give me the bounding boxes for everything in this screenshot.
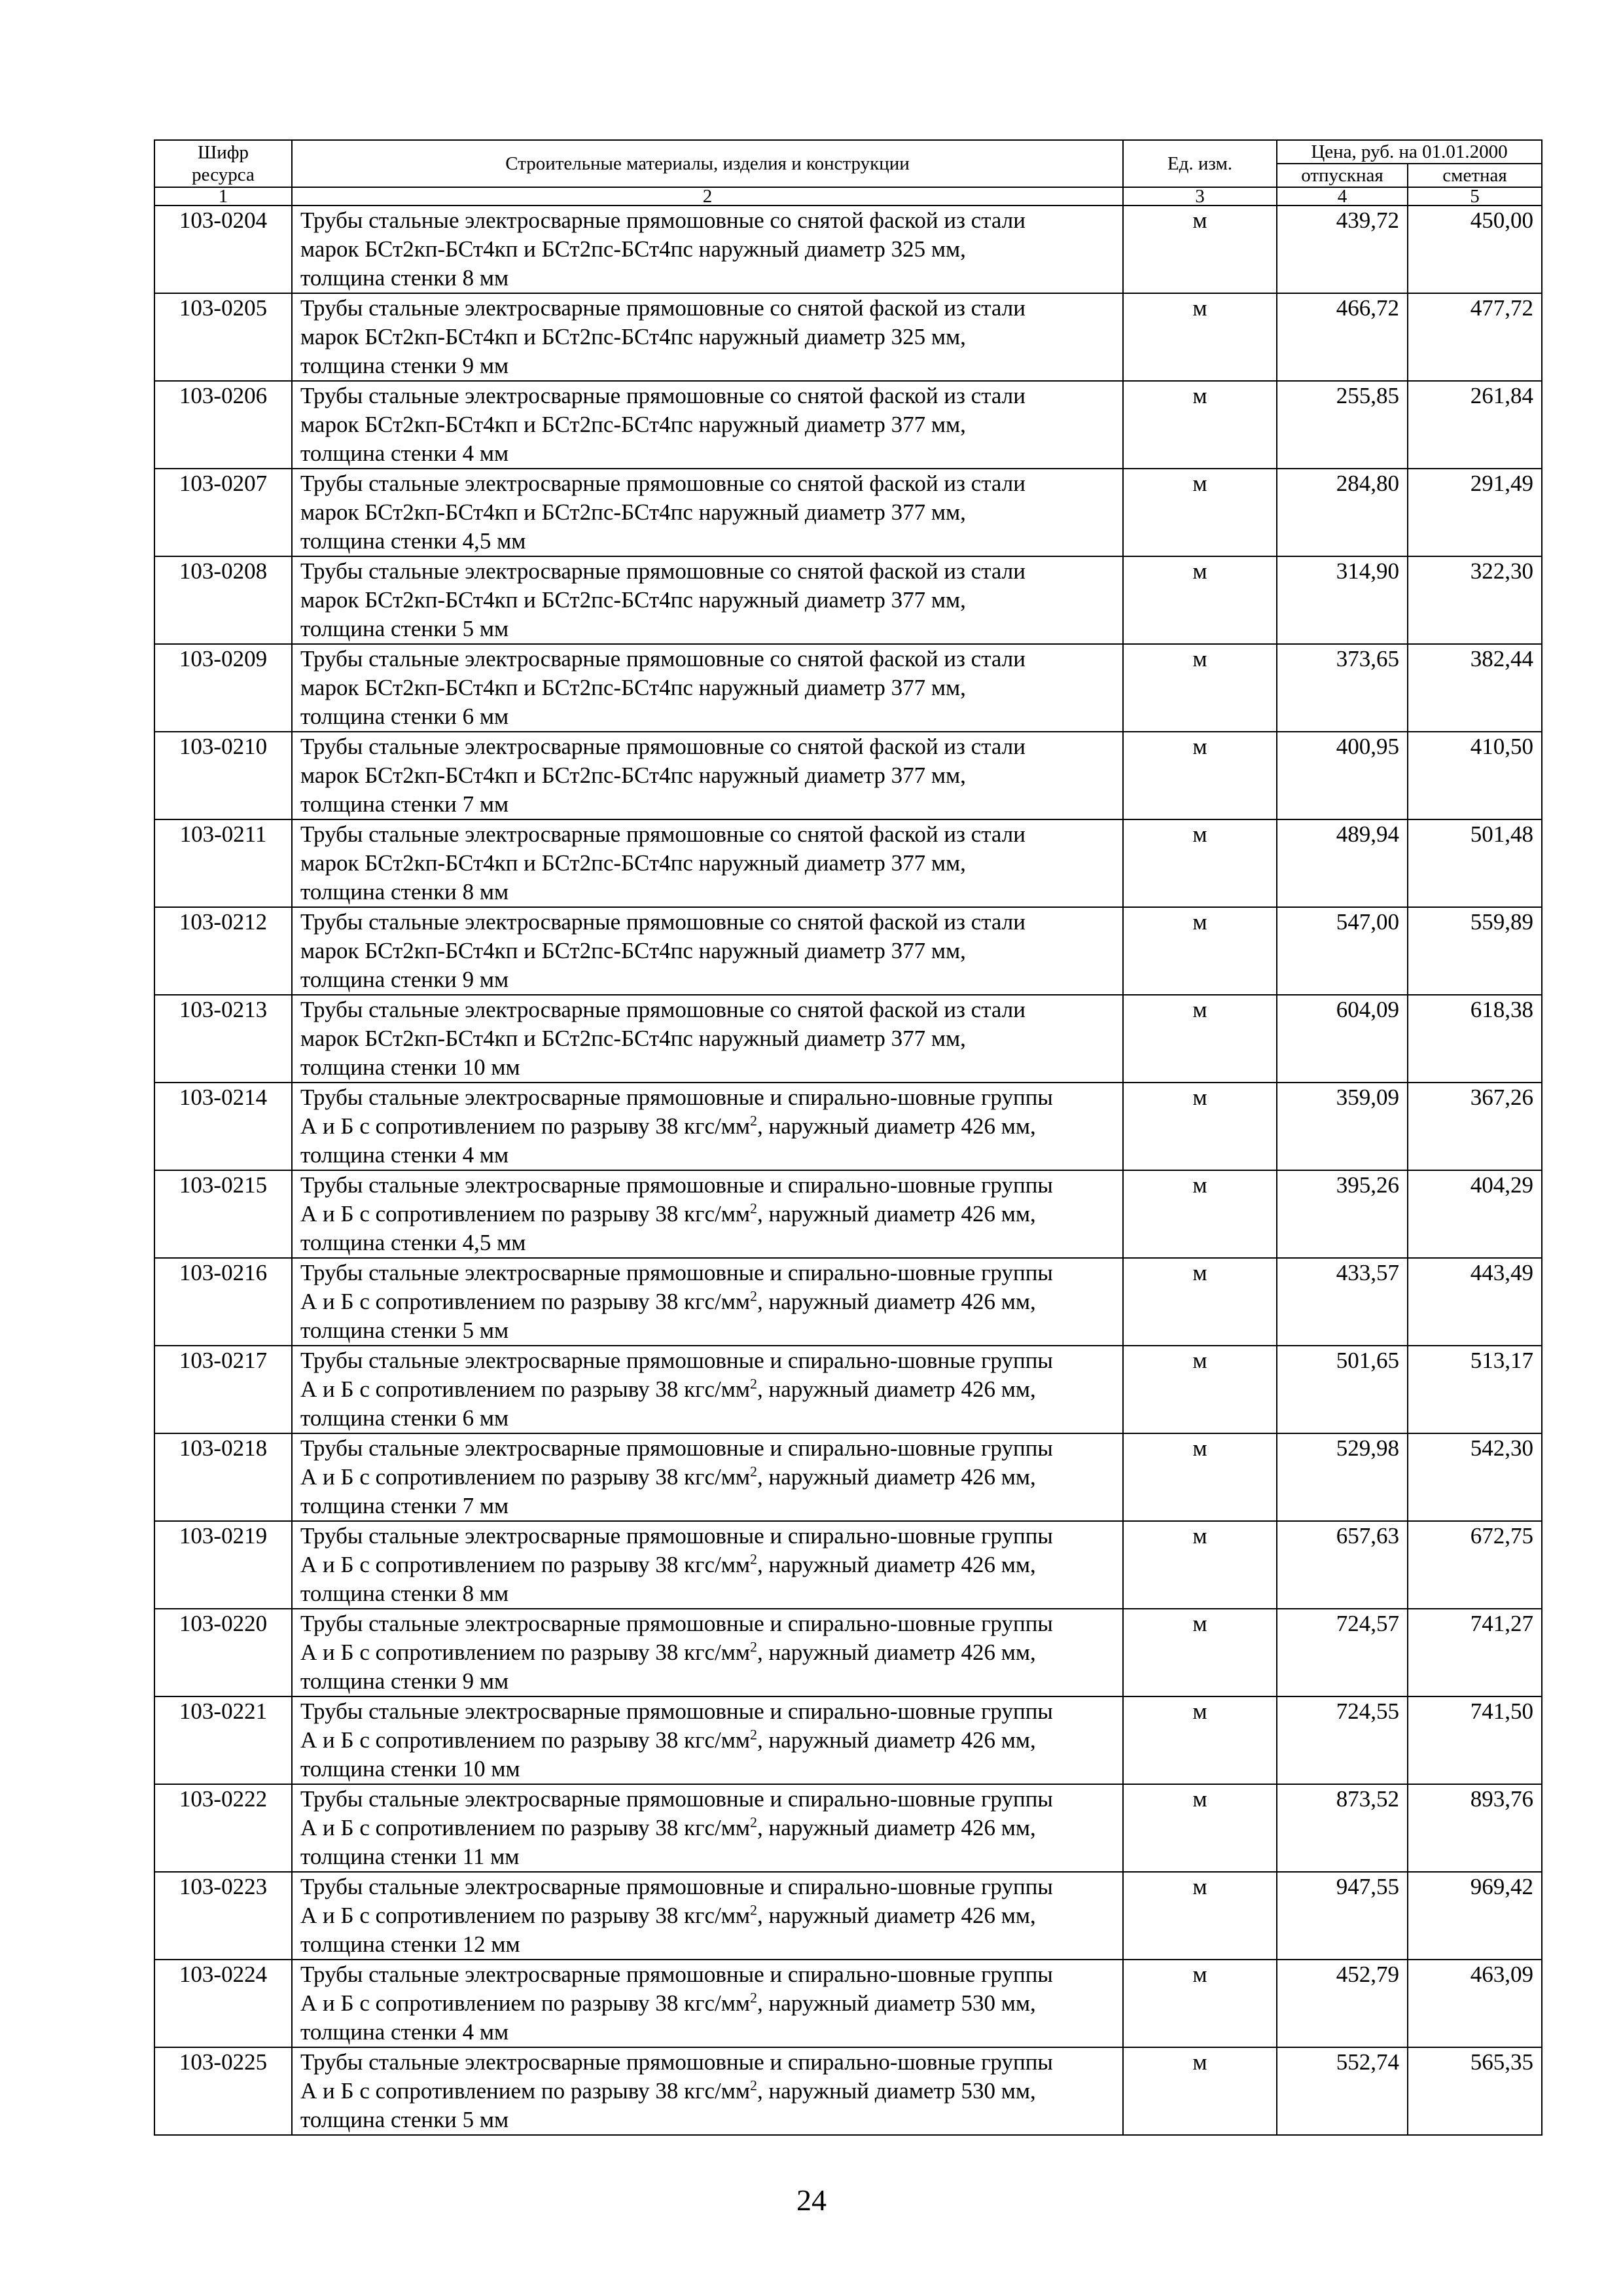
material-description [292,1346,1123,1433]
estimate-price: 542,30 [1408,1433,1542,1521]
material-description [292,1521,1123,1609]
col-number-4: 4 [1277,187,1408,206]
material-line-2-tail: , наружный диаметр 530 мм, [757,2078,1036,2104]
estimate-price: 513,17 [1408,1346,1542,1433]
estimate-price: 741,50 [1408,1696,1542,1784]
material-line-3: толщина стенки 4 мм [300,1142,509,1168]
resource-code: 103-0219 [154,1521,292,1609]
header-unit: Ед. изм. [1123,140,1277,187]
material-line-2 [300,1112,1117,1141]
material-line-2: марок БСт2кп-БСт4кп и БСт2пс-БСт4пс наружный диаметр 377 мм, [300,1026,966,1051]
table-row [154,732,1542,819]
material-line-1: Трубы стальные электросварные прямошовные со снятой фаской из стали [300,646,1026,672]
material-line-2-tail: , наружный диаметр 426 мм, [757,1903,1036,1928]
material-line-1: Трубы стальные электросварные прямошовные и спирально-шовные группы [300,2049,1053,2075]
estimate-price: 404,29 [1408,1170,1542,1258]
superscript: 2 [750,1463,758,1480]
table-row [154,1872,1542,1960]
material-description [292,1083,1123,1170]
table-row [154,293,1542,381]
material-line-3: толщина стенки 9 мм [300,1668,509,1694]
col-number-3: 3 [1123,187,1277,206]
table-row [154,556,1542,644]
resource-code: 103-0207 [154,469,292,556]
material-line-3: толщина стенки 9 мм [300,353,509,378]
material-line-2: марок БСт2кп-БСт4кп и БСт2пс-БСт4пс наружный диаметр 377 мм, [300,938,966,963]
material-description [292,995,1123,1083]
resource-code: 103-0208 [154,556,292,644]
material-line-3: толщина стенки 8 мм [300,1581,509,1606]
release-price: 400,95 [1277,732,1408,819]
resource-code: 103-0225 [154,2047,292,2135]
material-line-2: марок БСт2кп-БСт4кп и БСт2пс-БСт4пс наружный диаметр 377 мм, [300,587,966,613]
material-line-3: толщина стенки 4,5 мм [300,528,526,554]
unit-of-measure: м [1123,907,1277,995]
table-row [154,381,1542,469]
material-description [292,1609,1123,1696]
superscript: 2 [750,2077,758,2094]
material-description [292,1784,1123,1872]
table-row [154,1346,1542,1433]
header-release-price: отпускная [1277,164,1408,187]
material-description [292,206,1123,293]
material-description [292,1433,1123,1521]
material-line-1: Трубы стальные электросварные прямошовные со снятой фаской из стали [300,909,1026,935]
table-row [154,1696,1542,1784]
release-price: 255,85 [1277,381,1408,469]
material-line-2-tail: , наружный диаметр 426 мм, [757,1815,1036,1840]
unit-of-measure: м [1123,469,1277,556]
material-line-1: Трубы стальные электросварные прямошовные со снятой фаской из стали [300,471,1026,496]
resource-code: 103-0209 [154,644,292,732]
material-line-2-text: А и Б с сопротивлением по разрыву 38 кгс/мм [300,1640,751,1665]
estimate-price: 672,75 [1408,1521,1542,1609]
estimate-price: 410,50 [1408,732,1542,819]
material-line-3: толщина стенки 4 мм [300,440,509,466]
material-line-3: толщина стенки 5 мм [300,1318,509,1343]
release-price: 359,09 [1277,1083,1408,1170]
material-line-1: Трубы стальные электросварные прямошовные и спирально-шовные группы [300,1260,1053,1285]
table-row [154,1609,1542,1696]
unit-of-measure: м [1123,1696,1277,1784]
table-row [154,1784,1542,1872]
material-line-2-tail: , наружный диаметр 426 мм, [757,1113,1036,1139]
table-body [154,206,1542,2135]
material-description [292,2047,1123,2135]
page-number: 24 [796,2183,827,2217]
material-line-1: Трубы стальные электросварные прямошовные со снятой фаской из стали [300,383,1026,408]
material-line-2-text: А и Б с сопротивлением по разрыву 38 кгс/мм [300,2078,751,2104]
estimate-price: 291,49 [1408,469,1542,556]
material-description [292,1696,1123,1784]
material-line-2-text: А и Б с сопротивлением по разрыву 38 кгс/мм [300,1113,751,1139]
estimate-price: 501,48 [1408,819,1542,907]
table-row [154,206,1542,293]
material-line-1: Трубы стальные электросварные прямошовные и спирально-шовные группы [300,1085,1053,1110]
material-line-2 [300,1287,1117,1316]
superscript: 2 [750,1814,758,1831]
estimate-price: 322,30 [1408,556,1542,644]
resource-code: 103-0215 [154,1170,292,1258]
release-price: 314,90 [1277,556,1408,644]
header-name: Строительные материалы, изделия и конструкции [292,140,1123,187]
material-line-2-text: А и Б с сопротивлением по разрыву 38 кгс/мм [300,1201,751,1227]
price-table [154,139,1543,2136]
material-line-2 [300,1989,1117,2018]
material-line-1: Трубы стальные электросварные прямошовные и спирально-шовные группы [300,1962,1053,1987]
material-line-3: толщина стенки 12 мм [300,1931,520,1957]
unit-of-measure: м [1123,1609,1277,1696]
release-price: 529,98 [1277,1433,1408,1521]
material-description [292,732,1123,819]
material-line-1: Трубы стальные электросварные прямошовные со снятой фаской из стали [300,997,1026,1022]
table-row [154,2047,1542,2135]
material-line-2: марок БСт2кп-БСт4кп и БСт2пс-БСт4пс наружный диаметр 325 мм, [300,236,966,262]
unit-of-measure: м [1123,1433,1277,1521]
material-line-2 [300,1375,1117,1404]
resource-code: 103-0223 [154,1872,292,1960]
material-line-2-tail: , наружный диаметр 426 мм, [757,1640,1036,1665]
material-line-3: толщина стенки 6 мм [300,704,509,729]
resource-code: 103-0211 [154,819,292,907]
unit-of-measure: м [1123,1784,1277,1872]
resource-code: 103-0222 [154,1784,292,1872]
superscript: 2 [750,1375,758,1392]
resource-code: 103-0216 [154,1258,292,1346]
material-line-3: толщина стенки 4,5 мм [300,1230,526,1255]
table-row [154,1960,1542,2047]
material-description [292,1960,1123,2047]
unit-of-measure: м [1123,293,1277,381]
resource-code: 103-0214 [154,1083,292,1170]
table-row [154,469,1542,556]
unit-of-measure: м [1123,556,1277,644]
estimate-price: 741,27 [1408,1609,1542,1696]
unit-of-measure: м [1123,1170,1277,1258]
material-line-2-tail: , наружный диаметр 426 мм, [757,1552,1036,1577]
material-line-2-text: А и Б с сопротивлением по разрыву 38 кгс/мм [300,1815,751,1840]
material-description [292,293,1123,381]
material-line-2 [300,2077,1117,2106]
resource-code: 103-0206 [154,381,292,469]
superscript: 2 [750,1901,758,1918]
material-line-1: Трубы стальные электросварные прямошовные со снятой фаской из стали [300,821,1026,847]
material-description [292,556,1123,644]
material-line-2: марок БСт2кп-БСт4кп и БСт2пс-БСт4пс наружный диаметр 377 мм, [300,762,966,788]
material-line-2-text: А и Б с сопротивлением по разрыву 38 кгс/мм [300,1990,751,2016]
release-price: 547,00 [1277,907,1408,995]
material-line-2: марок БСт2кп-БСт4кп и БСт2пс-БСт4пс наружный диаметр 377 мм, [300,412,966,437]
estimate-price: 450,00 [1408,206,1542,293]
estimate-price: 477,72 [1408,293,1542,381]
material-line-2-text: А и Б с сопротивлением по разрыву 38 кгс/мм [300,1903,751,1928]
table-row [154,1170,1542,1258]
material-line-1: Трубы стальные электросварные прямошовные и спирально-шовные группы [300,1523,1053,1549]
material-description [292,1258,1123,1346]
resource-code: 103-0217 [154,1346,292,1433]
material-line-2 [300,1901,1117,1930]
superscript: 2 [750,1287,758,1304]
release-price: 724,57 [1277,1609,1408,1696]
unit-of-measure: м [1123,1258,1277,1346]
estimate-price: 443,49 [1408,1258,1542,1346]
material-line-3: толщина стенки 10 мм [300,1756,520,1782]
unit-of-measure: м [1123,644,1277,732]
material-line-2 [300,1551,1117,1579]
resource-code: 103-0212 [154,907,292,995]
release-price: 452,79 [1277,1960,1408,2047]
resource-code: 103-0210 [154,732,292,819]
material-line-2: марок БСт2кп-БСт4кп и БСт2пс-БСт4пс наружный диаметр 377 мм, [300,675,966,700]
material-line-1: Трубы стальные электросварные прямошовные и спирально-шовные группы [300,1874,1053,1899]
header-code [154,140,292,187]
material-line-3: толщина стенки 8 мм [300,265,509,291]
estimate-price: 463,09 [1408,1960,1542,2047]
unit-of-measure: м [1123,819,1277,907]
release-price: 724,55 [1277,1696,1408,1784]
material-line-2: марок БСт2кп-БСт4кп и БСт2пс-БСт4пс наружный диаметр 325 мм, [300,324,966,350]
material-line-2-text: А и Б с сопротивлением по разрыву 38 кгс/мм [300,1289,751,1314]
material-line-2 [300,1463,1117,1492]
unit-of-measure: м [1123,1521,1277,1609]
material-line-2-text: А и Б с сопротивлением по разрыву 38 кгс/мм [300,1464,751,1490]
unit-of-measure: м [1123,1346,1277,1433]
material-line-1: Трубы стальные электросварные прямошовные и спирально-шовные группы [300,1348,1053,1373]
estimate-price: 261,84 [1408,381,1542,469]
material-line-2: марок БСт2кп-БСт4кп и БСт2пс-БСт4пс наружный диаметр 377 мм, [300,850,966,876]
material-description [292,381,1123,469]
material-line-2-tail: , наружный диаметр 426 мм, [757,1464,1036,1490]
material-line-2 [300,1638,1117,1667]
material-line-1: Трубы стальные электросварные прямошовные и спирально-шовные группы [300,1698,1053,1724]
table-row [154,819,1542,907]
superscript: 2 [750,1112,758,1129]
material-line-2-tail: , наружный диаметр 426 мм, [757,1376,1036,1402]
material-line-3: толщина стенки 10 мм [300,1054,520,1080]
header-price-group: Цена, руб. на 01.01.2000 [1277,140,1542,164]
estimate-price: 969,42 [1408,1872,1542,1960]
unit-of-measure: м [1123,206,1277,293]
superscript: 2 [750,1989,758,2006]
col-number-1: 1 [154,187,292,206]
release-price: 433,57 [1277,1258,1408,1346]
release-price: 395,26 [1277,1170,1408,1258]
table-row [154,995,1542,1083]
material-line-3: толщина стенки 8 мм [300,879,509,905]
superscript: 2 [750,1551,758,1568]
material-line-1: Трубы стальные электросварные прямошовные и спирально-шовные группы [300,1786,1053,1812]
release-price: 501,65 [1277,1346,1408,1433]
estimate-price: 559,89 [1408,907,1542,995]
material-line-2-tail: , наружный диаметр 426 мм, [757,1727,1036,1753]
resource-code: 103-0220 [154,1609,292,1696]
material-line-2 [300,1726,1117,1755]
material-line-2-tail: , наружный диаметр 530 мм, [757,1990,1036,2016]
unit-of-measure: м [1123,1960,1277,2047]
material-line-1: Трубы стальные электросварные прямошовные и спирально-шовные группы [300,1435,1053,1461]
material-line-3: толщина стенки 11 мм [300,1844,520,1869]
material-description [292,907,1123,995]
material-description [292,1872,1123,1960]
table-row [154,1083,1542,1170]
release-price: 657,63 [1277,1521,1408,1609]
material-line-3: толщина стенки 7 мм [300,791,509,817]
material-line-1: Трубы стальные электросварные прямошовные со снятой фаской из стали [300,207,1026,233]
resource-code: 103-0221 [154,1696,292,1784]
table-row [154,907,1542,995]
unit-of-measure: м [1123,732,1277,819]
material-line-2-text: А и Б с сопротивлением по разрыву 38 кгс/мм [300,1727,751,1753]
release-price: 466,72 [1277,293,1408,381]
material-line-2-text: А и Б с сопротивлением по разрыву 38 кгс/мм [300,1552,751,1577]
unit-of-measure: м [1123,1083,1277,1170]
material-line-3: толщина стенки 7 мм [300,1493,509,1518]
material-line-1: Трубы стальные электросварные прямошовные и спирально-шовные группы [300,1611,1053,1636]
unit-of-measure: м [1123,1872,1277,1960]
release-price: 373,65 [1277,644,1408,732]
unit-of-measure: м [1123,995,1277,1083]
estimate-price: 382,44 [1408,644,1542,732]
release-price: 439,72 [1277,206,1408,293]
resource-code: 103-0213 [154,995,292,1083]
material-line-3: толщина стенки 4 мм [300,2019,509,2045]
col-number-5: 5 [1408,187,1542,206]
resource-code: 103-0218 [154,1433,292,1521]
release-price: 284,80 [1277,469,1408,556]
superscript: 2 [750,1726,758,1743]
table-row [154,1258,1542,1346]
estimate-price: 565,35 [1408,2047,1542,2135]
header-estimate-price: сметная [1408,164,1542,187]
material-line-2-tail: , наружный диаметр 426 мм, [757,1289,1036,1314]
material-line-2: марок БСт2кп-БСт4кп и БСт2пс-БСт4пс наружный диаметр 377 мм, [300,499,966,525]
release-price: 489,94 [1277,819,1408,907]
material-line-3: толщина стенки 5 мм [300,2107,509,2132]
superscript: 2 [750,1638,758,1655]
material-line-2-text: А и Б с сопротивлением по разрыву 38 кгс/мм [300,1376,751,1402]
resource-code: 103-0204 [154,206,292,293]
release-price: 873,52 [1277,1784,1408,1872]
table-row [154,1433,1542,1521]
estimate-price: 367,26 [1408,1083,1542,1170]
col-number-2: 2 [292,187,1123,206]
estimate-price: 618,38 [1408,995,1542,1083]
material-description [292,819,1123,907]
material-line-2 [300,1814,1117,1842]
material-line-2-tail: , наружный диаметр 426 мм, [757,1201,1036,1227]
release-price: 552,74 [1277,2047,1408,2135]
release-price: 947,55 [1277,1872,1408,1960]
material-description [292,1170,1123,1258]
resource-code: 103-0224 [154,1960,292,2047]
superscript: 2 [750,1200,758,1217]
resource-code: 103-0205 [154,293,292,381]
unit-of-measure: м [1123,381,1277,469]
material-line-1: Трубы стальные электросварные прямошовные со снятой фаской из стали [300,734,1026,759]
material-line-1: Трубы стальные электросварные прямошовные и спирально-шовные группы [300,1172,1053,1198]
material-line-2 [300,1200,1117,1229]
estimate-price: 893,76 [1408,1784,1542,1872]
material-line-3: толщина стенки 5 мм [300,616,509,641]
table-row [154,644,1542,732]
material-line-3: толщина стенки 9 мм [300,967,509,992]
release-price: 604,09 [1277,995,1408,1083]
material-description [292,644,1123,732]
header-code-label: Шифр ресурса [192,142,255,185]
material-line-3: толщина стенки 6 мм [300,1405,509,1431]
material-line-1: Трубы стальные электросварные прямошовные со снятой фаской из стали [300,295,1026,321]
material-description [292,469,1123,556]
material-line-1: Трубы стальные электросварные прямошовные со снятой фаской из стали [300,558,1026,584]
unit-of-measure: м [1123,2047,1277,2135]
table-row [154,1521,1542,1609]
